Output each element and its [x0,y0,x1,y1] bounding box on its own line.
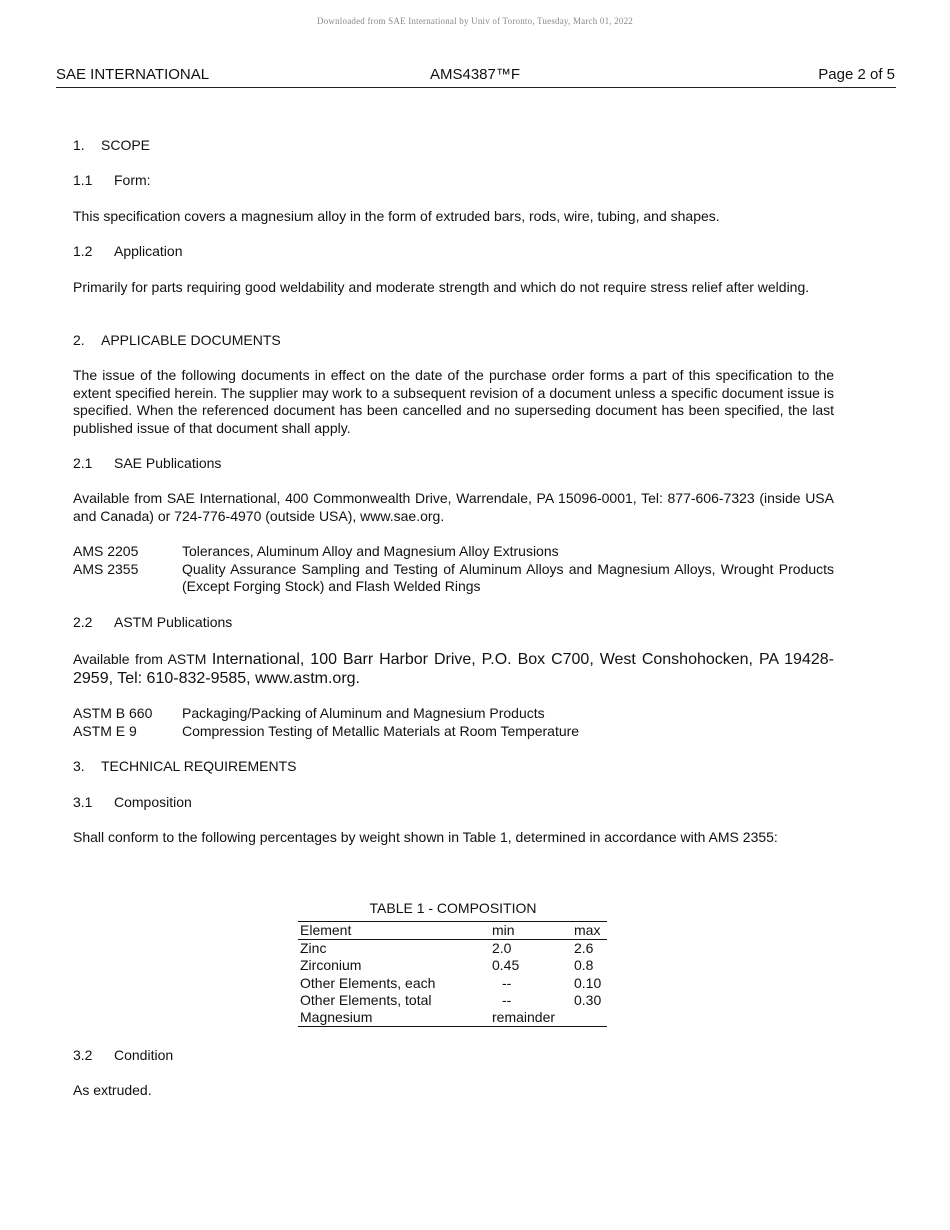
table-cell: 0.8 [574,957,594,974]
table-cell: Zirconium [300,957,362,974]
section-1-2-text: Primarily for parts requiring good weldability and moderate strength and which do not require stress relief after welding. [73,279,810,295]
table-cell: Zinc [300,940,327,957]
table-cell: -- [502,974,512,991]
section-title: SCOPE [101,137,151,153]
section-3-heading [73,758,297,776]
table-cell: remainder [492,1009,556,1026]
reference-title: Tolerances, Aluminum Alloy and Magnesium Alloy Extrusions [182,543,559,559]
column-header: min [492,922,515,938]
composition-table [298,921,607,1027]
section-number: 1.2 [73,243,93,259]
reference-code: ASTM B 660 [73,705,153,721]
section-2-2-text [73,650,834,688]
section-2-2-text-rest: International, 100 Barr Harbor Drive, P.O. Box C700, West Conshohocken, PA 19428-2959, Tel: 610-832-9585, www.astm.org. [73,651,834,687]
section-number: 3.2 [73,1047,93,1063]
section-1-2-heading [73,243,183,261]
section-title: Form: [114,172,151,188]
table-cell: -- [502,991,512,1008]
section-number: 3.1 [73,794,93,810]
section-title: ASTM Publications [114,614,233,630]
download-notice: Downloaded from SAE International by Univ of Toronto, Tuesday, March 01, 2022 [317,16,633,26]
section-2-2-heading [73,614,232,632]
header-rule [56,87,896,88]
section-title: Condition [114,1047,174,1063]
table-row [298,957,607,974]
section-number: 1. [73,137,85,153]
table-row [298,940,607,958]
section-number: 2.2 [73,614,93,630]
table-cell: 0.45 [492,957,520,974]
section-3-2-text: As extruded. [73,1082,152,1098]
table-cell: 0.10 [574,974,602,991]
section-1-1-heading [73,172,151,190]
section-title: SAE Publications [114,455,222,471]
table-cell: 2.6 [574,940,594,957]
section-3-1-heading [73,794,192,812]
section-1-heading [73,137,150,155]
table-row [298,1009,607,1027]
section-2-text: The issue of the following documents in effect on the date of the purchase order forms a part of this specification to the extent specified herein. The supplier may work to a subsequent revision of a document unless a specific document issue is specified. When the referenced document has been cancelled and no superseding document has been specified, the last published issue of that document shall apply. [73,367,834,436]
table-row [298,975,607,992]
section-number: 2. [73,332,85,348]
table-row [298,992,607,1009]
table-cell [572,1009,607,1027]
table-cell: Magnesium [300,1009,373,1026]
table-header-row [298,922,607,940]
section-1-1-text: This specification covers a magnesium alloy in the form of extruded bars, rods, wire, tubing, and shapes. [73,208,720,224]
table-cell: 0.30 [574,991,602,1008]
section-3-2-heading [73,1047,173,1065]
reference-code: AMS 2355 [73,560,139,577]
section-3-1-text: Shall conform to the following percentages by weight shown in Table 1, determined in accordance with AMS 2355: [73,829,778,845]
sae-reference-list [0,543,950,603]
section-2-1-text: Available from SAE International, 400 Commonwealth Drive, Warrendale, PA 15096-0001, Tel: 877-606-7323 (inside USA and Canada) or 724-776-4970 (outside USA), www.sae.org. [73,490,834,524]
section-title: Application [114,243,183,259]
table-cell: 2.0 [492,940,512,957]
reference-title: Packaging/Packing of Aluminum and Magnesium Products [182,705,545,721]
section-number: 2.1 [73,455,93,471]
table-cell: Other Elements, each [300,974,436,991]
column-header: Element [300,922,352,938]
section-number: 3. [73,758,85,774]
section-2-heading [73,332,281,350]
section-2-2-text-start: Available from ASTM [73,651,212,667]
reference-title: Quality Assurance Sampling and Testing of Aluminum Alloys and Magnesium Alloys, Wrought Products (Except Forging Stock) and Flash Welded Rings [182,560,834,594]
section-title: TECHNICAL REQUIREMENTS [101,758,297,774]
section-title: APPLICABLE DOCUMENTS [101,332,281,348]
table-cell: Other Elements, total [300,991,432,1008]
header-org: SAE INTERNATIONAL [56,66,210,83]
section-number: 1.1 [73,172,93,188]
reference-title: Compression Testing of Metallic Materials at Room Temperature [182,722,580,739]
reference-code: AMS 2205 [73,543,139,559]
reference-code: ASTM E 9 [73,722,137,739]
header-page-number: Page 2 of 5 [818,66,895,83]
table-1-caption: TABLE 1 - COMPOSITION [369,900,537,916]
section-title: Composition [114,794,192,810]
header-doc-number: AMS4387™F [429,66,521,83]
section-2-1-heading [73,455,221,473]
column-header: max [574,922,601,938]
astm-reference-list [0,705,950,745]
